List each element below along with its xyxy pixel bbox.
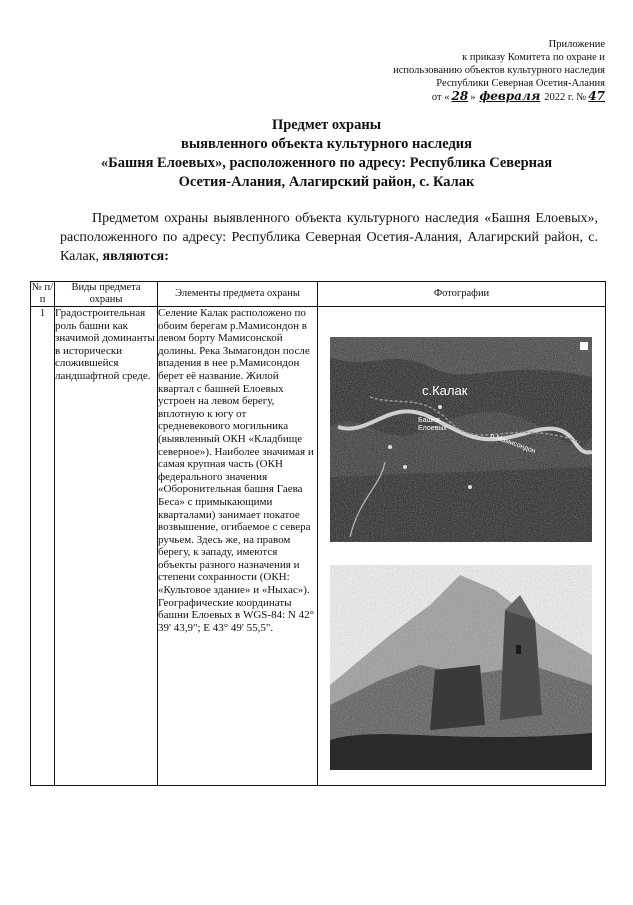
annex-line: использованию объектов культурного наследия <box>393 65 605 76</box>
annex-line: к приказу Комитета по охране и <box>462 52 605 63</box>
photo-label-village: с.Калак <box>422 383 468 398</box>
annex-line: Приложение <box>548 39 605 50</box>
title-line: «Башня Елоевых», расположенного по адресу: Республика Северная <box>100 155 553 171</box>
date-mid: » <box>470 92 476 103</box>
title-line: Осетия-Алания, Алагирский район, с. Калак <box>178 174 475 190</box>
order-number-handwritten: 47 <box>588 89 605 103</box>
annex-header <box>345 38 605 104</box>
photo-label-river: р.Мамисондон <box>489 432 537 456</box>
document-title <box>50 116 603 192</box>
intro-bold-tail: являются: <box>102 249 169 264</box>
row-num: 1 <box>31 307 55 786</box>
intro-paragraph <box>60 209 598 266</box>
header-kind: Виды предмета охраны <box>55 282 158 307</box>
date-month-handwritten: февраля <box>479 89 541 103</box>
title-line: выявленного объекта культурного наследия <box>180 136 472 152</box>
photo-label-tower-1: Башня <box>418 417 440 424</box>
intro-text: Предметом охраны выявленного объекта культурного наследия «Башня Елоевых», расположенного по адресу: Республика Северная Осетия-Алания, Алагирский район, с. Калак, <box>60 211 598 264</box>
row-photos <box>318 307 606 786</box>
annex-line: Республики Северная Осетия-Алания <box>436 78 605 89</box>
annex-date-line <box>345 90 605 104</box>
photo-label-tower-2: Елоевых <box>418 425 447 432</box>
header-elements: Элементы предмета охраны <box>158 282 318 307</box>
tower-photo <box>330 565 592 770</box>
aerial-photo <box>330 337 592 542</box>
row-elements: Селение Калак расположено по обоим берегам р.Мамисондон в левом борту Мамисонской долины. Река Зымагондон после впадения в нее р.Мамисондон берет её название. Жилой квартал с башней Елоевых устроен на левом берегу, вплотную к югу от средневекового могильника (выявленный ОКН «Кладбище северное»). Наиболее значимая и самая крупная часть (ОКН федерального значения «Оборонительная башня Гаева Беса» с примыкающими кварталами) занимает покатое возвышение, огибаемое с севера ручьем. Здесь же, на правом берегу, к западу, имеются объекты разного назначения и степени сохранности (ОКН: «Культовое здание» и «Ныхас»). Географические координаты башни Елоевых в WGS-84: N 42° 39' 43,9"; E 43° 49' 55,5". <box>158 307 318 786</box>
title-line: Предмет охраны <box>271 117 382 133</box>
protection-table <box>30 281 606 786</box>
table-header-row <box>31 282 606 307</box>
table-row <box>31 307 606 786</box>
header-num: № п/п <box>31 282 54 305</box>
header-photos: Фотографии <box>318 282 606 307</box>
row-kind: Градостроительная роль башни как значимой доминанты в исторически сложившейся ландшафтной среде. <box>55 307 158 786</box>
date-day-handwritten: 28 <box>451 89 469 103</box>
date-prefix: от « <box>431 92 450 103</box>
date-year: 2022 г. № <box>544 92 587 103</box>
